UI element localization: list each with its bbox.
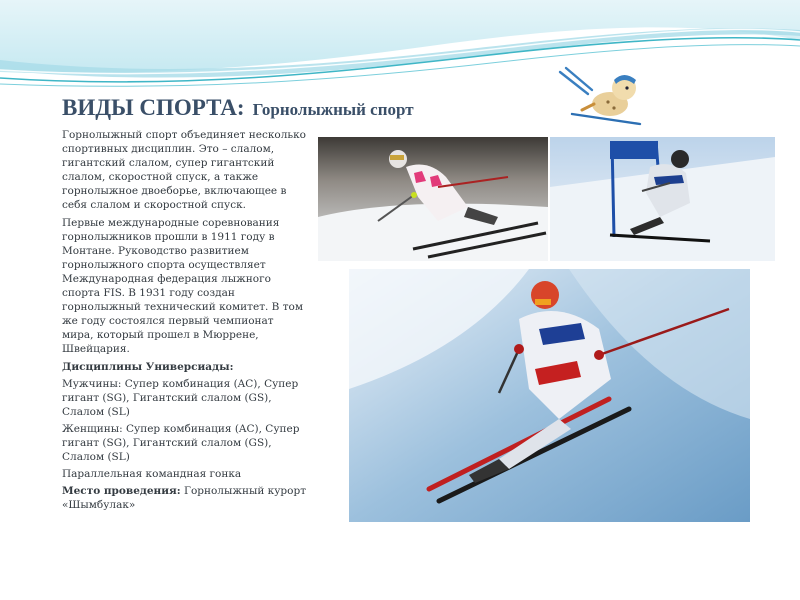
venue-value: Горнолыжный курорт «Шымбулак»	[62, 485, 306, 512]
female-slalom-skier-photo	[318, 137, 548, 261]
slide-title-sub: Горнолыжный спорт	[252, 100, 414, 119]
slide-title-main: ВИДЫ СПОРТА:	[62, 95, 245, 120]
intro-paragraph: Горнолыжный спорт объединяет несколько спортивных дисциплин. Это – слалом, гигантский слалом, супер гигантский слалом, скоростной спуск, а также горнолыжное двоеборье, включающее в себя слалом и скоростной спуск.	[62, 129, 306, 212]
men-disciplines: Мужчины: Супер комбинация (AC), Супер гигант (SG), Гигантский слалом (GS), Слалом (SL)	[62, 377, 299, 418]
women-disciplines: Женщины: Супер комбинация (AC), Супер гигант (SG), Гигантский слалом (GS), Слалом (SL)	[62, 422, 300, 464]
venue	[62, 484, 306, 512]
venue-label: Место проведения:	[62, 485, 181, 498]
team-event: Параллельная командная гонка	[62, 468, 242, 481]
body-text	[62, 128, 306, 515]
history-paragraph: Первые международные соревнования горнолыжников прошли в 1911 году в Монтане. Руководство развитием горнолыжного спорта осуществляет Международная федерация лыжного спорта FIS. В 1931 году создан горнолыжный технический комитет. В том же году состоялся первый чемпионат мира, который прошел в Мюррене, Швейцария.	[62, 216, 304, 356]
slide-title	[62, 86, 414, 123]
giant-slalom-skier-gate-photo	[550, 137, 775, 261]
header-wave-decoration	[0, 0, 800, 100]
skiing-snow-leopard-mascot-image	[552, 64, 662, 128]
disciplines-heading: Дисциплины Универсиады:	[62, 360, 234, 373]
downhill-skier-photo	[349, 269, 750, 522]
